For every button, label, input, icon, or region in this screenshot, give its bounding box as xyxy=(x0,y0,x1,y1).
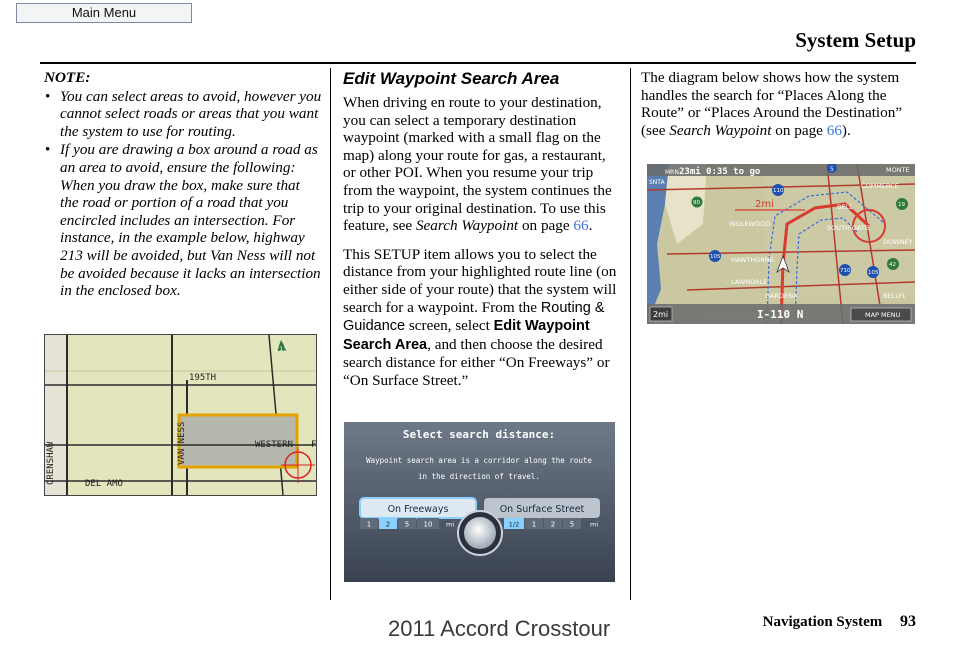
highway-shield: 19 xyxy=(898,202,905,208)
paragraph-text: on page xyxy=(521,217,570,235)
highway-shield: 110 xyxy=(773,188,784,194)
map-place-label: LAWNDALE xyxy=(731,278,768,286)
diagram-column xyxy=(641,69,921,139)
search-corridor-map-figure xyxy=(647,164,915,324)
highway-shield: 42 xyxy=(889,262,896,268)
screen-description-line2: in the direction of travel. xyxy=(418,472,540,481)
highway-shield: 710 xyxy=(840,268,851,274)
map-label-western: WESTERN xyxy=(255,440,293,450)
freeway-value: 5 xyxy=(404,520,410,529)
map-place-label: GARDENA xyxy=(765,292,798,300)
freeway-unit: mi xyxy=(446,520,455,529)
paragraph-text: screen, select xyxy=(408,317,490,335)
highway-shield: 105 xyxy=(868,270,879,276)
paragraph-setup xyxy=(343,246,617,390)
map-label-195th: 195TH xyxy=(189,373,217,383)
watermark: 2011 Accord Crosstour xyxy=(388,616,611,641)
map-place-label: MRN xyxy=(665,169,679,176)
page-link[interactable]: 66 xyxy=(826,121,842,139)
map-scale-label: 2mi xyxy=(653,310,669,319)
edit-waypoint-column xyxy=(343,69,617,401)
map-label-van-ness: VAN NESS xyxy=(177,421,187,465)
column-divider-2 xyxy=(630,68,631,600)
paragraph-intro xyxy=(343,94,617,235)
highway-shield: 105 xyxy=(710,254,721,260)
cross-reference: Search Waypoint xyxy=(669,121,772,139)
interface-dial-icon xyxy=(464,517,496,549)
map-label-crenshaw: CRENSHAW xyxy=(46,441,56,485)
page-link[interactable]: 66 xyxy=(573,217,589,235)
screen-description-line1: Waypoint search area is a corridor along the route xyxy=(366,456,592,465)
map-label-f: F xyxy=(311,440,316,450)
main-menu-button[interactable]: Main Menu xyxy=(16,3,192,23)
freeway-value: 2 xyxy=(385,520,391,529)
search-distance-screen-graphic xyxy=(344,422,615,582)
note-bullet-text: You can select areas to avoid, however you cannot select roads or areas that you want the system to use for routing. xyxy=(60,87,322,140)
section-title: System Setup xyxy=(795,28,916,52)
page-footer xyxy=(763,613,916,631)
ui-term: Edit Waypoint Search Area xyxy=(343,318,590,353)
bullet-icon: • xyxy=(45,141,51,159)
edit-waypoint-heading: Edit Waypoint Search Area xyxy=(343,69,560,88)
column-divider-1 xyxy=(330,68,331,600)
paragraph-text: When driving en route to your destination, you can select a temporary destination waypoint (marked with a small flag on the map) along your route for gas, a restaurant, or other POI. When you resume your trip from the waypoint, the system continues the trip to your original destination. To use this feature, see xyxy=(343,94,612,235)
surface-unit: mi xyxy=(590,520,599,529)
note-bullet-1 xyxy=(44,88,322,141)
current-road-label: I-110 N xyxy=(757,308,804,321)
freeway-value: 10 xyxy=(423,520,433,529)
map-place-label: INGLEWOOD xyxy=(729,220,771,228)
map-place-label: BELLFL xyxy=(883,292,907,300)
paragraph-text: , and then choose the desired search distance for either “On Freeways” or “On Surface Street.” xyxy=(343,335,610,389)
header-rule xyxy=(40,62,916,64)
highway-shield: 5 xyxy=(830,166,834,173)
paragraph-text: This SETUP item allows you to select the distance from your highlighted route line (on either side of your route) that the system will search for a waypoint. From the xyxy=(343,245,617,316)
cross-reference: Search Waypoint xyxy=(415,217,519,235)
map-menu-label: MAP MENU xyxy=(865,311,901,319)
on-freeways-label: On Freeways xyxy=(387,504,449,515)
note-column xyxy=(44,69,322,301)
paragraph-text: . xyxy=(588,217,593,235)
screen-title: Select search distance: xyxy=(402,428,556,441)
search-distance-screen-figure xyxy=(344,422,615,582)
note-bullet-text: If you are drawing a box around a road as an area to avoid, ensure the following: When you draw the box, make sure that the road or portion of a road that you encircled includes an intersection. For instance, in the example below, highway 213 will be avoided, but Van Ness will not be avoided because it lacks an intersection in the enclosed box. xyxy=(60,141,321,300)
paragraph-diagram xyxy=(641,69,921,139)
highway-shield: 90 xyxy=(693,200,700,206)
map-place-label: DOWNEY xyxy=(883,238,913,246)
avoid-area-map-figure xyxy=(44,334,317,496)
scale-label-2mi: 2mi xyxy=(755,199,774,210)
on-surface-street-label: On Surface Street xyxy=(499,504,585,515)
bullet-icon: • xyxy=(45,87,51,105)
map-place-label: MONTE xyxy=(886,166,910,174)
map-place-label: COMMERCE xyxy=(861,182,899,190)
map-place-label: SOUTH GATE xyxy=(827,224,869,232)
paragraph-text: The diagram below shows how the system handles the search for “Places Along the Route” or “Places Around the Destination” (see xyxy=(641,69,903,139)
freeway-value: 1 xyxy=(366,520,372,529)
surface-value: 5 xyxy=(569,520,575,529)
distance-time-readout: 23mi 0:35 to go xyxy=(679,167,761,177)
surface-value: 1 xyxy=(531,520,537,529)
book-title: Navigation System xyxy=(762,614,883,630)
map-label-del-amo: DEL AMO xyxy=(85,479,123,489)
note-bullet-2 xyxy=(44,141,322,299)
search-corridor-map-graphic xyxy=(647,164,915,324)
paragraph-text: on page xyxy=(775,121,823,139)
avoid-area-map-graphic xyxy=(45,335,316,495)
map-place-label: BELL xyxy=(837,203,853,211)
page-number: 93 xyxy=(900,613,916,630)
ui-term: Routing & Guidance xyxy=(343,299,605,335)
map-place-label: SNTA xyxy=(649,179,665,186)
note-label: NOTE: xyxy=(44,69,91,86)
paragraph-text: ). xyxy=(841,121,851,139)
highway-213-shield: 213 xyxy=(275,345,288,353)
surface-value: 2 xyxy=(550,520,556,529)
map-place-label: HAWTHORNE xyxy=(731,256,774,264)
surface-value: 1/2 xyxy=(508,520,520,529)
